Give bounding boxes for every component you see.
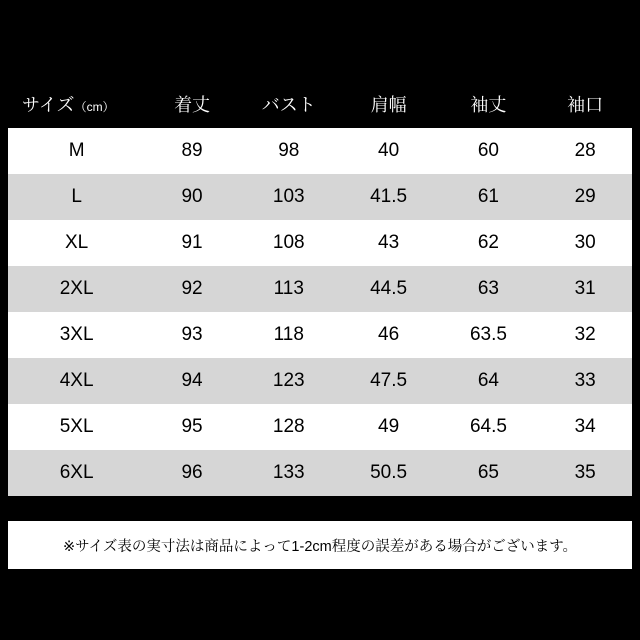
cell-length: 91	[145, 220, 239, 266]
cell-sleeve: 60	[439, 128, 539, 174]
column-header-length: 着丈	[145, 80, 239, 128]
cell-cuff: 30	[538, 220, 632, 266]
cell-cuff: 35	[538, 450, 632, 496]
cell-sleeve: 61	[439, 174, 539, 220]
cell-bust: 98	[239, 128, 339, 174]
cell-cuff: 32	[538, 312, 632, 358]
cell-cuff: 31	[538, 266, 632, 312]
cell-cuff: 29	[538, 174, 632, 220]
size-note: ※サイズ表の実寸法は商品によって1-2cm程度の誤差がある場合がございます。	[8, 521, 632, 569]
cell-shoulder: 44.5	[339, 266, 439, 312]
cell-sleeve: 65	[439, 450, 539, 496]
table-row	[8, 128, 632, 174]
cell-size: M	[8, 128, 145, 174]
cell-shoulder: 47.5	[339, 358, 439, 404]
bottom-background	[0, 569, 640, 640]
cell-length: 89	[145, 128, 239, 174]
cell-shoulder: 50.5	[339, 450, 439, 496]
cell-cuff: 33	[538, 358, 632, 404]
column-header-shoulder: 肩幅	[339, 80, 439, 128]
cell-length: 96	[145, 450, 239, 496]
cell-length: 95	[145, 404, 239, 450]
column-header-sleeve: 袖丈	[439, 80, 539, 128]
cell-bust: 128	[239, 404, 339, 450]
cell-shoulder: 46	[339, 312, 439, 358]
cell-bust: 123	[239, 358, 339, 404]
cell-size: 2XL	[8, 266, 145, 312]
cell-sleeve: 64.5	[439, 404, 539, 450]
table-row	[8, 450, 632, 496]
table-row	[8, 404, 632, 450]
cell-sleeve: 63	[439, 266, 539, 312]
cell-sleeve: 64	[439, 358, 539, 404]
column-header-cuff: 袖口	[538, 80, 632, 128]
cell-bust: 133	[239, 450, 339, 496]
cell-size: 4XL	[8, 358, 145, 404]
cell-sleeve: 62	[439, 220, 539, 266]
cell-length: 90	[145, 174, 239, 220]
cell-size: 6XL	[8, 450, 145, 496]
table-row	[8, 266, 632, 312]
cell-bust: 103	[239, 174, 339, 220]
table-row	[8, 220, 632, 266]
cell-size: 5XL	[8, 404, 145, 450]
cell-shoulder: 49	[339, 404, 439, 450]
cell-bust: 108	[239, 220, 339, 266]
table-row	[8, 174, 632, 220]
cell-size: L	[8, 174, 145, 220]
column-header-size-label: サイズ	[22, 95, 75, 115]
table-row	[8, 358, 632, 404]
column-header-size	[8, 80, 145, 128]
cell-size: 3XL	[8, 312, 145, 358]
top-background	[0, 0, 640, 80]
cell-bust: 113	[239, 266, 339, 312]
cell-bust: 118	[239, 312, 339, 358]
cell-length: 93	[145, 312, 239, 358]
cell-sleeve: 63.5	[439, 312, 539, 358]
cell-shoulder: 43	[339, 220, 439, 266]
column-header-size-unit: （cm）	[74, 100, 115, 114]
cell-length: 92	[145, 266, 239, 312]
cell-length: 94	[145, 358, 239, 404]
column-header-bust: バスト	[239, 80, 339, 128]
size-table	[8, 80, 632, 496]
size-table-container	[8, 80, 632, 496]
cell-shoulder: 41.5	[339, 174, 439, 220]
cell-size: XL	[8, 220, 145, 266]
cell-shoulder: 40	[339, 128, 439, 174]
cell-cuff: 28	[538, 128, 632, 174]
table-header-row	[8, 80, 632, 128]
cell-cuff: 34	[538, 404, 632, 450]
table-row	[8, 312, 632, 358]
